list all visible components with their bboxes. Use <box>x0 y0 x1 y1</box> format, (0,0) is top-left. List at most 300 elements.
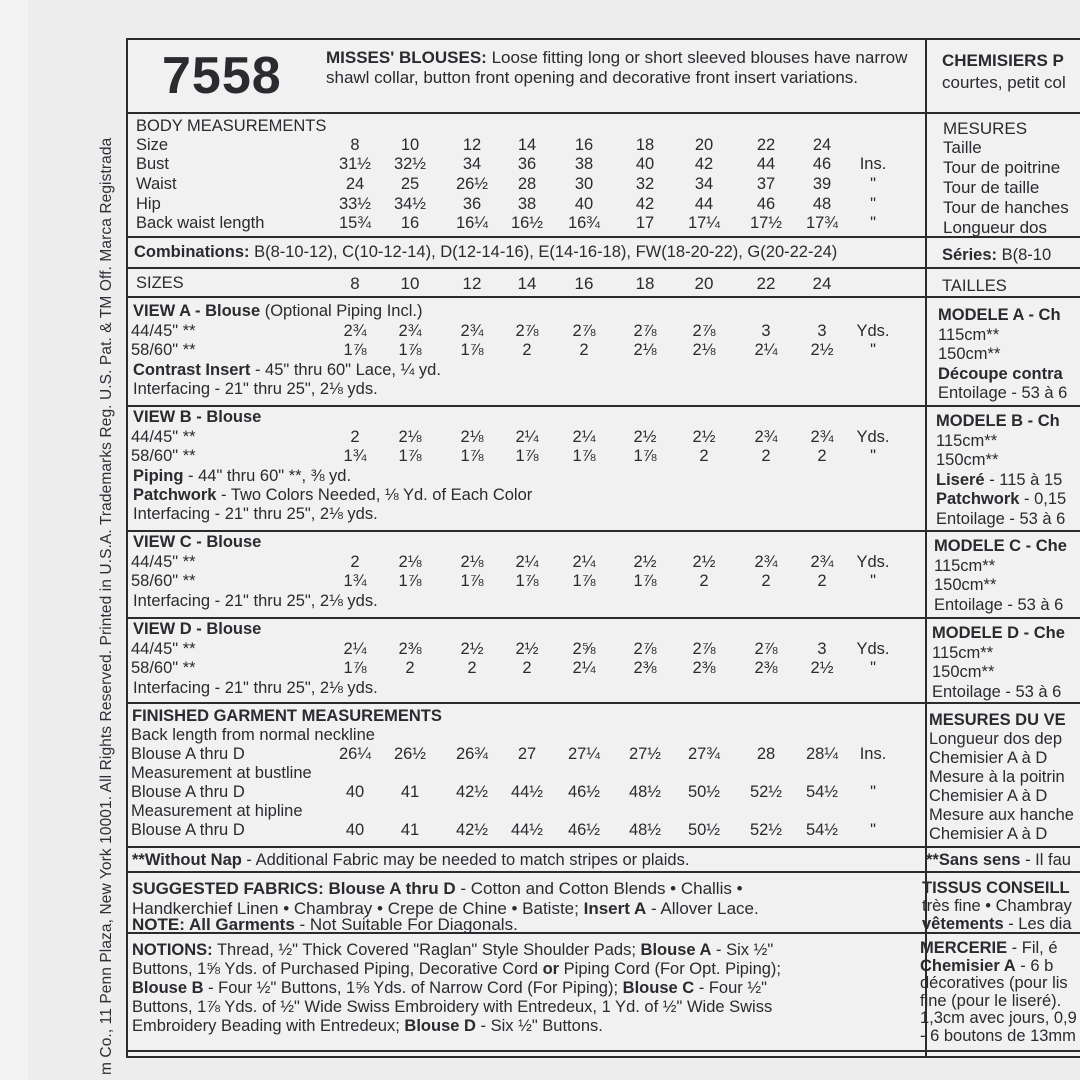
view-note-text: Interfacing - 21" thru 25", 2⅛ yds. <box>133 505 378 523</box>
size-cell: 10 <box>400 274 420 293</box>
fabrics-note-text: - Not Suitable For Diagonals. <box>294 915 518 934</box>
fabrics-line1-text: - Cotton and Cotton Blends • Challis • <box>455 879 743 898</box>
value-cell: 16 <box>400 214 420 232</box>
fr-combinations-text: B(8-10 <box>997 246 1052 264</box>
text-run: Blouse C <box>622 979 695 997</box>
row-label: Blouse A thru D <box>131 821 245 839</box>
notions-line <box>132 941 773 960</box>
value-cell: 38 <box>517 195 537 213</box>
rule-nap <box>126 871 1080 873</box>
value-cell: 1⅞ <box>572 447 596 465</box>
value-cell: 30 <box>574 175 594 193</box>
fr-fabrics-heading: TISSUS CONSEILL <box>922 879 1070 897</box>
finished-caption: Measurement at hipline <box>131 802 303 820</box>
fr-view-bold: MODELE B - Ch <box>936 412 1060 430</box>
value-cell: 10 <box>400 136 420 154</box>
rule-notions <box>126 1050 1080 1052</box>
row-label: 44/45" ** <box>131 553 196 571</box>
value-cell: 32 <box>635 175 655 193</box>
row-label: 44/45" ** <box>131 640 196 658</box>
fr-view-line <box>934 596 1063 615</box>
size-cell: 22 <box>756 274 776 293</box>
text-run: Buttons, 1⅞ Yds. of ½" Wide Swiss Embroidery with Entredeux, 1 Yd. of ½" Wide Swiss <box>132 998 773 1016</box>
value-cell: 31½ <box>338 155 372 173</box>
value-cell: 1⅞ <box>460 572 484 590</box>
fr-fabrics-note-bold: vêtements <box>922 915 1004 933</box>
fr-view-line <box>932 683 1061 702</box>
value-cell: 1⅞ <box>515 572 539 590</box>
view-note <box>133 505 378 524</box>
value-cell: 14 <box>517 136 537 154</box>
row-label: 58/60" ** <box>131 447 196 465</box>
row-label: Bust <box>136 155 170 173</box>
fr-without-nap-text: - Il fau <box>1020 851 1071 869</box>
fr-view-text: Entoilage - 53 à 6 <box>938 384 1068 402</box>
fabrics-line-1 <box>132 879 743 898</box>
value-cell: 3 <box>761 322 771 340</box>
size-cell: 12 <box>462 274 482 293</box>
fr-view-line <box>936 451 998 470</box>
value-cell: 2¼ <box>754 341 778 359</box>
fr-view-text: - 115 à 15 <box>984 470 1063 489</box>
value-cell: 2⅞ <box>633 322 657 340</box>
view-note-text: Interfacing - 21" thru 25", 2⅛ yds. <box>133 679 378 697</box>
fr-combinations-label: Séries: <box>942 246 998 264</box>
text-run: - 6 b <box>1015 956 1054 975</box>
copyright-vertical-text: m Co., 11 Penn Plaza, New York 10001. All Rights Reserved. Printed in U.S.A. Trademarks Reg. U.S. Pat. & TM Off. Marca Registrada <box>98 137 115 1075</box>
text-run: Blouse D <box>404 1017 476 1035</box>
value-cell: 2½ <box>633 428 657 446</box>
fr-fabrics-note-text: - Les dia <box>1003 915 1072 933</box>
text-run: - Fil, é <box>1007 939 1058 957</box>
fr-view-line <box>938 384 1067 403</box>
fr-view-line <box>938 365 1063 384</box>
left-margin-strip <box>0 0 28 1080</box>
fabrics-insert-a: Insert A <box>583 899 647 918</box>
fr-view-line <box>938 326 999 345</box>
fr-notions-line <box>920 957 1053 976</box>
fr-view-line <box>938 306 1061 325</box>
text-run: - Four ½" <box>694 979 767 997</box>
unit-cell: " <box>870 195 876 213</box>
value-cell: 1⅞ <box>343 659 367 677</box>
fr-measure-line: MESURES <box>943 119 1028 138</box>
text-run: Blouse B <box>132 979 204 997</box>
value-cell: 27 <box>517 745 537 763</box>
value-cell: 50½ <box>687 783 721 801</box>
value-cell: 16¾ <box>567 214 601 232</box>
fr-finished-line: Mesure à la poitrin <box>929 768 1065 786</box>
unit-cell: " <box>870 659 876 677</box>
value-cell: 46½ <box>567 821 601 839</box>
value-cell: 2¼ <box>343 640 367 658</box>
value-cell: 2⅞ <box>515 322 539 340</box>
rule-sizes <box>126 296 1080 298</box>
view-note-text: Interfacing - 21" thru 25", 2⅛ yds. <box>133 380 378 398</box>
value-cell: 2⅜ <box>398 640 422 658</box>
row-label: 58/60" ** <box>131 659 196 677</box>
value-cell: 1¾ <box>343 572 367 590</box>
rule-view-c <box>126 617 1080 619</box>
value-cell: 44 <box>694 195 714 213</box>
value-cell: 2½ <box>460 640 484 658</box>
size-cell: 14 <box>517 274 537 293</box>
value-cell: 2¼ <box>515 553 539 571</box>
view-note <box>133 467 351 486</box>
value-cell: 32½ <box>393 155 427 173</box>
value-cell: 17¾ <box>805 214 839 232</box>
fr-view-text: 150cm** <box>934 576 997 594</box>
value-cell: 2 <box>350 428 360 446</box>
value-cell: 24 <box>812 136 832 154</box>
value-cell: 2⅜ <box>754 659 778 677</box>
fabrics-line2-pre: Handkerchief Linen • Chambray • Crepe de Chine • Batiste; <box>132 899 584 918</box>
view-title-bold: VIEW B - Blouse <box>133 408 262 426</box>
value-cell: 2 <box>522 659 532 677</box>
value-cell: 2 <box>405 659 415 677</box>
value-cell: 2 <box>699 572 709 590</box>
value-cell: 1⅞ <box>572 572 596 590</box>
value-cell: 54½ <box>805 783 839 801</box>
fr-view-text: 150cm** <box>938 345 1001 363</box>
size-cell: 16 <box>574 274 594 293</box>
row-label: Hip <box>136 195 161 213</box>
value-cell: 27¼ <box>567 745 601 763</box>
value-cell: 16½ <box>510 214 544 232</box>
value-cell: 2⅜ <box>633 659 657 677</box>
fr-notions-line <box>920 1027 1076 1046</box>
value-cell: 2 <box>817 447 827 465</box>
unit-cell: " <box>870 447 876 465</box>
value-cell: 25 <box>400 175 420 193</box>
value-cell: 27½ <box>628 745 662 763</box>
value-cell: 2 <box>699 447 709 465</box>
fr-finished-line: Chemisier A à D <box>929 749 1048 767</box>
rule-view-a <box>126 405 1080 407</box>
text-run: MERCERIE <box>920 939 1008 957</box>
fr-view-bold: MODELE C - Che <box>934 537 1067 555</box>
row-label: Blouse A thru D <box>131 745 245 763</box>
value-cell: 1¾ <box>343 447 367 465</box>
row-label: 58/60" ** <box>131 572 196 590</box>
unit-cell: Yds. <box>856 640 890 658</box>
value-cell: 42½ <box>455 821 489 839</box>
size-cell: 24 <box>812 274 832 293</box>
value-cell: 2¾ <box>460 322 484 340</box>
unit-cell: Yds. <box>856 322 890 340</box>
value-cell: 52½ <box>749 783 783 801</box>
value-cell: 41 <box>400 783 420 801</box>
fr-view-line <box>934 537 1067 556</box>
fr-view-line <box>932 624 1065 643</box>
value-cell: 36 <box>517 155 537 173</box>
value-cell: 54½ <box>805 821 839 839</box>
value-cell: 48½ <box>628 821 662 839</box>
value-cell: 46 <box>812 155 832 173</box>
fr-view-line <box>938 345 1000 364</box>
value-cell: 2¾ <box>810 428 834 446</box>
fr-finished-line: Mesure aux hanche <box>929 806 1074 824</box>
view-title-rest: (Optional Piping Incl.) <box>260 302 423 320</box>
value-cell: 40 <box>635 155 655 173</box>
unit-cell: " <box>870 783 876 801</box>
fr-view-bold: MODELE D - Che <box>932 624 1065 642</box>
value-cell: 41 <box>400 821 420 839</box>
value-cell: 2 <box>522 341 532 359</box>
value-cell: 2½ <box>515 640 539 658</box>
value-cell: 33½ <box>338 195 372 213</box>
value-cell: 52½ <box>749 821 783 839</box>
value-cell: 2⅛ <box>692 341 716 359</box>
view-note <box>133 679 378 698</box>
fr-view-line <box>936 432 997 451</box>
value-cell: 2½ <box>692 428 716 446</box>
combinations-text: B(8-10-12), C(10-12-14), D(12-14-16), E(14-16-18), FW(18-20-22), G(20-22-24) <box>249 243 838 261</box>
value-cell: 17½ <box>749 214 783 232</box>
view-title <box>133 620 261 639</box>
view-note <box>133 380 378 399</box>
view-title <box>133 408 261 427</box>
value-cell: 2½ <box>692 553 716 571</box>
value-cell: 2⅞ <box>692 640 716 658</box>
view-note-bold: Piping <box>133 467 184 485</box>
value-cell: 2¼ <box>572 428 596 446</box>
text-run: NOTIONS: <box>132 941 213 959</box>
text-run: Blouse A <box>640 941 712 959</box>
value-cell: 24 <box>345 175 365 193</box>
text-run: - Six ½" <box>711 941 774 959</box>
fr-finished-line: Chemisier A à D <box>929 825 1048 843</box>
value-cell: 2⅜ <box>692 659 716 677</box>
fr-measure-line: Tour de poitrine <box>943 158 1061 177</box>
value-cell: 39 <box>812 175 832 193</box>
fr-view-text: Entoilage - 53 à 6 <box>936 509 1066 528</box>
value-cell: 2¾ <box>754 428 778 446</box>
value-cell: 2½ <box>633 553 657 571</box>
value-cell: 2 <box>467 659 477 677</box>
unit-cell: " <box>870 821 876 839</box>
value-cell: 37 <box>756 175 776 193</box>
value-cell: 16¼ <box>455 214 489 232</box>
fr-header-line: courtes, petit col <box>942 73 1066 92</box>
fr-notions-line <box>920 939 1058 958</box>
text-run: Thread, ½" Thick Covered "Raglan" Style Shoulder Pads; <box>212 941 641 959</box>
fr-measure-line: Taille <box>943 138 982 157</box>
text-run: - 6 boutons de 13mm <box>920 1026 1076 1045</box>
text-run: Buttons, 1⅝ Yds. of Purchased Piping, Decorative Cord <box>132 960 543 978</box>
value-cell: 17 <box>635 214 655 232</box>
view-note-bold: Patchwork <box>133 486 217 504</box>
value-cell: 50½ <box>687 821 721 839</box>
finished-caption: Back length from normal neckline <box>131 726 375 744</box>
fr-view-text: 150cm** <box>936 451 999 469</box>
value-cell: 46½ <box>567 783 601 801</box>
fr-without-nap <box>926 851 1071 870</box>
value-cell: 40 <box>574 195 594 213</box>
value-cell: 2⅞ <box>633 640 657 658</box>
fr-view-line <box>936 490 1066 509</box>
fr-header-title: CHEMISIERS P <box>942 51 1064 70</box>
value-cell: 26½ <box>393 745 427 763</box>
value-cell: 17¼ <box>687 214 721 232</box>
value-cell: 8 <box>350 136 360 154</box>
text-run: or <box>542 960 560 978</box>
value-cell: 48½ <box>628 783 662 801</box>
value-cell: 3 <box>817 322 827 340</box>
value-cell: 2¾ <box>810 553 834 571</box>
row-label: 58/60" ** <box>131 341 196 359</box>
fr-measure-line: Longueur dos <box>943 218 1047 237</box>
value-cell: 2¼ <box>515 428 539 446</box>
value-cell: 40 <box>345 821 365 839</box>
fr-view-line <box>932 663 994 682</box>
fr-fabrics-line: très fine • Chambray <box>922 897 1072 915</box>
fr-notions-line <box>920 974 1068 993</box>
value-cell: 15¾ <box>338 214 372 232</box>
value-cell: 2¾ <box>343 322 367 340</box>
value-cell: 1⅞ <box>398 447 422 465</box>
value-cell: 2 <box>761 572 771 590</box>
fr-view-line <box>936 412 1060 431</box>
value-cell: 26½ <box>455 175 489 193</box>
fr-view-line <box>936 471 1062 490</box>
title-rest: Loose fitting long or short sleeved blouses have narrow shawl collar, button front opening and decorative front insert variations. <box>326 48 908 87</box>
text-run: - Four ½" Buttons, 1⅝ Yds. of Narrow Cord (For Piping); <box>203 979 623 997</box>
value-cell: 38 <box>574 155 594 173</box>
size-cell: 18 <box>635 274 655 293</box>
row-label: Size <box>136 136 169 154</box>
combinations-label: Combinations: <box>134 243 250 261</box>
fr-view-line <box>934 576 996 595</box>
value-cell: 1⅞ <box>633 572 657 590</box>
unit-cell: " <box>870 572 876 590</box>
value-cell: 2 <box>817 572 827 590</box>
value-cell: 48 <box>812 195 832 213</box>
fr-view-text: 115cm** <box>932 643 994 662</box>
unit-cell: Ins. <box>859 155 887 173</box>
value-cell: 2⅛ <box>460 553 484 571</box>
value-cell: 34 <box>694 175 714 193</box>
fr-without-nap-bold: **Sans sens <box>926 851 1021 869</box>
value-cell: 1⅞ <box>460 341 484 359</box>
text-run: Embroidery Beading with Entredeux; <box>132 1017 405 1035</box>
value-cell: 44½ <box>510 783 544 801</box>
value-cell: 1⅞ <box>460 447 484 465</box>
text-run: 1,3cm avec jours, 0,9 <box>920 1009 1077 1027</box>
row-label: Blouse A thru D <box>131 783 245 801</box>
value-cell: 34 <box>462 155 482 173</box>
row-label: Back waist length <box>136 214 265 232</box>
value-cell: 40 <box>345 783 365 801</box>
value-cell: 2⅛ <box>460 428 484 446</box>
unit-cell: " <box>870 175 876 193</box>
fr-combinations <box>942 246 1051 265</box>
value-cell: 36 <box>462 195 482 213</box>
value-cell: 1⅞ <box>343 341 367 359</box>
value-cell: 1⅞ <box>515 447 539 465</box>
value-cell: 2¾ <box>398 322 422 340</box>
pattern-description <box>326 48 922 88</box>
finished-heading: FINISHED GARMENT MEASUREMENTS <box>132 707 442 725</box>
rule-header <box>126 112 1080 114</box>
without-nap-bold: **Without Nap <box>132 851 242 869</box>
value-cell: 26¼ <box>338 745 372 763</box>
value-cell: 18 <box>635 136 655 154</box>
body-measurements-heading: BODY MEASUREMENTS <box>136 117 327 135</box>
rule-view-d <box>126 702 1080 704</box>
view-note-text: - 45" thru 60" Lace, ¼ yd. <box>250 361 441 379</box>
fr-finished-line: MESURES DU VE <box>929 711 1066 729</box>
value-cell: 20 <box>694 136 714 154</box>
value-cell: 16 <box>574 136 594 154</box>
combinations <box>134 243 837 262</box>
fabrics-note-bold: NOTE: All Garments <box>132 915 295 934</box>
value-cell: 46 <box>756 195 776 213</box>
view-note-text: - Two Colors Needed, ⅛ Yd. of Each Color <box>216 486 533 504</box>
rule-body <box>126 236 1080 238</box>
value-cell: 1⅞ <box>633 447 657 465</box>
row-label: Waist <box>136 175 177 193</box>
fr-view-text: Entoilage - 53 à 6 <box>932 682 1062 701</box>
text-run: décoratives (pour lis <box>920 974 1068 992</box>
fabrics-line2-post: - Allover Lace. <box>646 899 759 918</box>
fr-view-text: 115cm** <box>934 556 996 575</box>
value-cell: 2¾ <box>754 553 778 571</box>
value-cell: 3 <box>817 640 827 658</box>
fr-view-bold: Patchwork <box>936 490 1020 508</box>
value-cell: 28 <box>756 745 776 763</box>
notions-line <box>132 960 781 979</box>
value-cell: 42½ <box>455 783 489 801</box>
view-title <box>133 533 261 552</box>
view-note <box>133 486 532 505</box>
fr-fabrics-note <box>922 915 1072 934</box>
fr-view-text: 150cm** <box>932 663 995 681</box>
value-cell: 42 <box>694 155 714 173</box>
fr-notions-line <box>920 1009 1077 1028</box>
fr-finished-line: Chemisier A à D <box>929 787 1048 805</box>
value-cell: 2⅞ <box>572 322 596 340</box>
value-cell: 2 <box>350 553 360 571</box>
view-note <box>133 592 378 611</box>
row-label: 44/45" ** <box>131 428 196 446</box>
value-cell: 2⅛ <box>398 553 422 571</box>
fabrics-line-3 <box>132 915 518 934</box>
value-cell: 2 <box>579 341 589 359</box>
value-cell: 2⅛ <box>633 341 657 359</box>
without-nap-note <box>132 851 689 870</box>
value-cell: 27¾ <box>687 745 721 763</box>
value-cell: 28¼ <box>805 745 839 763</box>
fr-view-line <box>934 557 995 576</box>
fr-view-text: - 0,15 <box>1019 490 1067 508</box>
view-note-text: - 44" thru 60" **, ⅜ yd. <box>183 467 352 485</box>
value-cell: 28 <box>517 175 537 193</box>
value-cell: 2⅞ <box>692 322 716 340</box>
value-cell: 26¾ <box>455 745 489 763</box>
unit-cell: " <box>870 214 876 232</box>
fr-view-text: Entoilage - 53 à 6 <box>934 595 1064 614</box>
fr-view-bold: MODELE A - Ch <box>938 306 1061 324</box>
value-cell: 2½ <box>810 341 834 359</box>
sizes-label: SIZES <box>136 274 184 292</box>
value-cell: 1⅞ <box>398 572 422 590</box>
fr-notions-line <box>920 992 1061 1011</box>
value-cell: 2⅞ <box>754 640 778 658</box>
unit-cell: " <box>870 341 876 359</box>
fr-view-bold: Liseré <box>936 470 985 489</box>
value-cell: 22 <box>756 136 776 154</box>
